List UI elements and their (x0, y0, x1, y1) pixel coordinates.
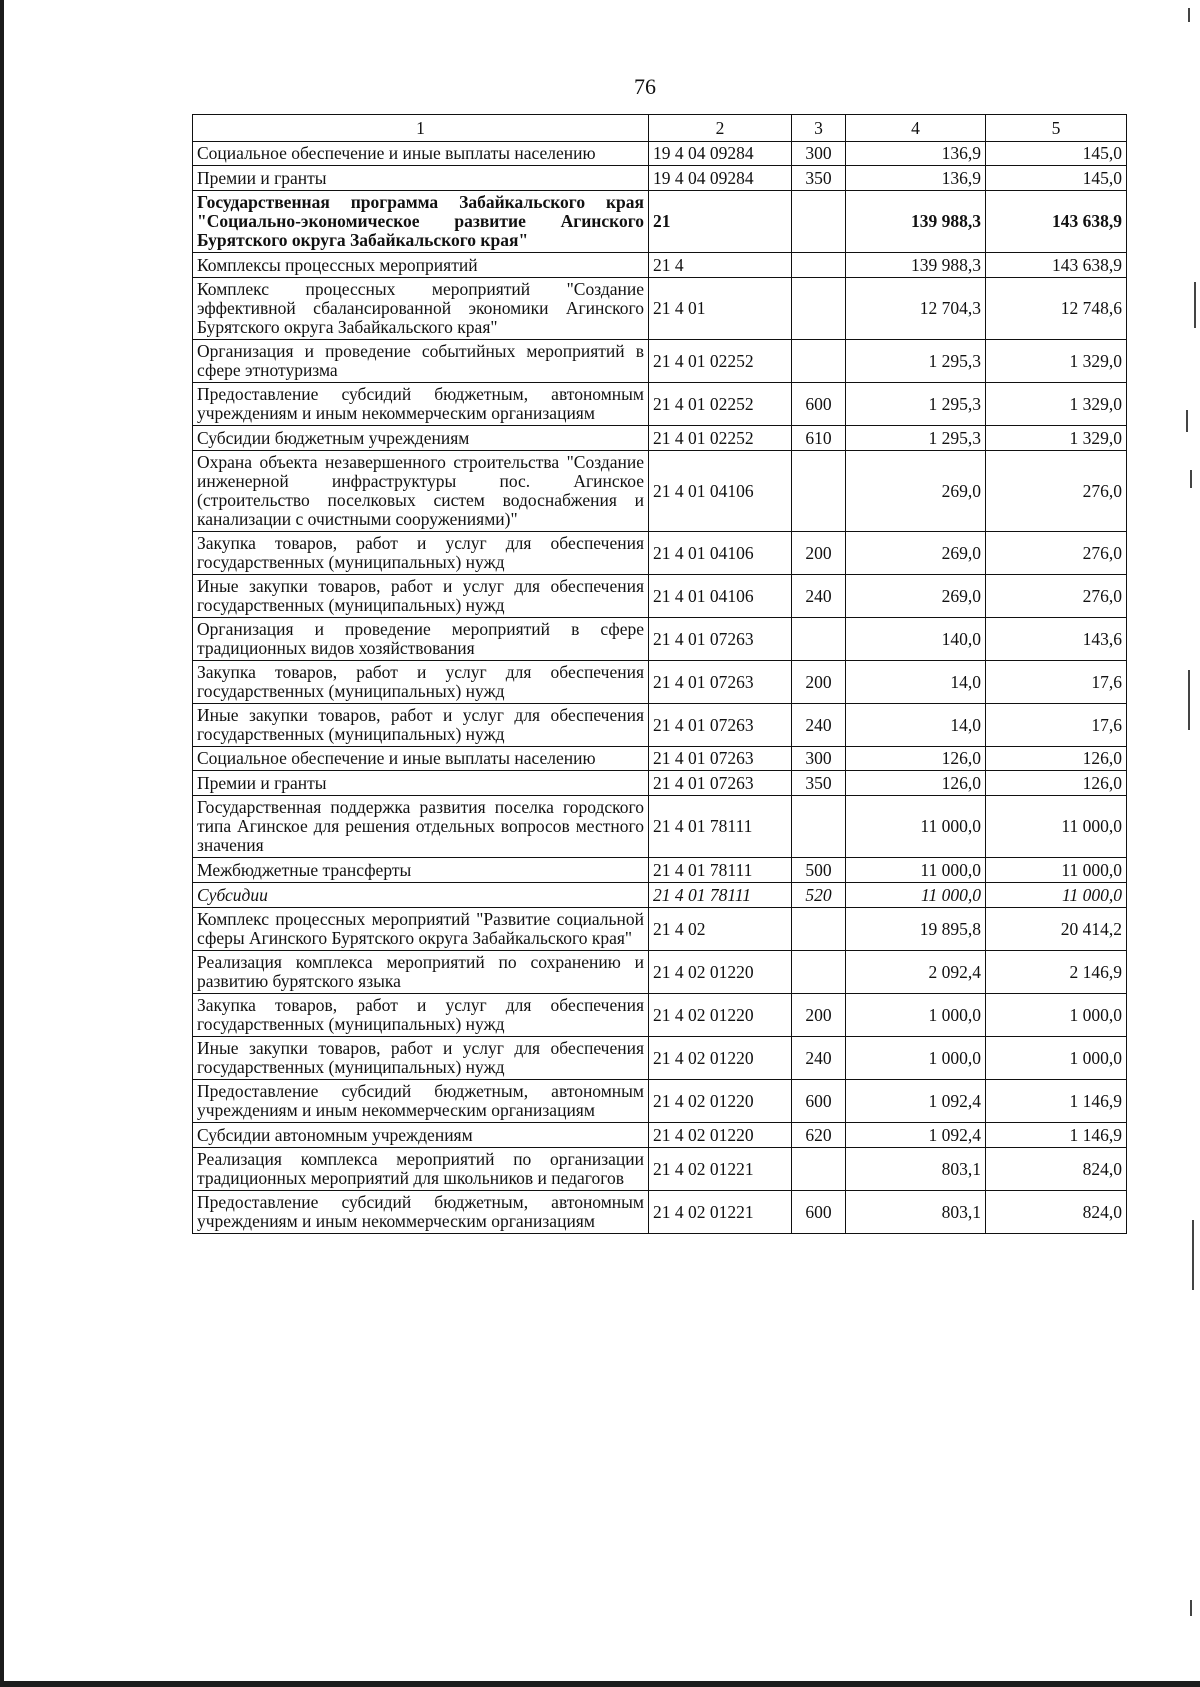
row-expense-type: 200 (792, 532, 846, 575)
row-code: 21 4 02 (649, 908, 792, 951)
table-row (193, 426, 1127, 451)
row-amount-col5: 1 329,0 (986, 426, 1127, 451)
row-amount-col5: 11 000,0 (986, 796, 1127, 858)
row-amount-col4: 269,0 (846, 451, 986, 532)
row-amount-col4: 14,0 (846, 661, 986, 704)
row-amount-col4: 139 988,3 (846, 191, 986, 253)
row-amount-col5: 143 638,9 (986, 191, 1127, 253)
row-name: Социальное обеспечение и иные выплаты населению (193, 747, 649, 771)
scan-speck (1192, 1220, 1194, 1290)
row-expense-type (792, 951, 846, 994)
row-expense-type (792, 618, 846, 661)
scan-speck (1194, 282, 1196, 328)
row-expense-type (792, 340, 846, 383)
scan-speck (1188, 670, 1190, 730)
row-code: 21 4 01 04106 (649, 451, 792, 532)
row-name: Субсидии (193, 883, 649, 908)
row-amount-col4: 1 092,4 (846, 1080, 986, 1123)
row-name: Субсидии автономным учреждениям (193, 1123, 649, 1148)
row-name: Межбюджетные трансферты (193, 858, 649, 883)
row-expense-type (792, 278, 846, 340)
row-name: Охрана объекта незавершенного строительства "Создание инженерной инфраструктуры пос. Агинское (строительство поселковых систем водоснабжения и канализации с очистными сооружениями)" (193, 451, 649, 532)
row-code: 21 4 02 01220 (649, 951, 792, 994)
row-name: Субсидии бюджетным учреждениям (193, 426, 649, 451)
row-amount-col5: 1 000,0 (986, 994, 1127, 1037)
row-amount-col4: 269,0 (846, 532, 986, 575)
row-expense-type: 600 (792, 1191, 846, 1234)
table-row (193, 908, 1127, 951)
row-expense-type: 600 (792, 1080, 846, 1123)
table-row (193, 618, 1127, 661)
row-name: Организация и проведение мероприятий в сфере традиционных видов хозяйствования (193, 618, 649, 661)
row-expense-type (792, 253, 846, 278)
table-row (193, 451, 1127, 532)
row-name: Комплекс процессных мероприятий "Развитие социальной сферы Агинского Бурятского округа Забайкальского края" (193, 908, 649, 951)
row-code: 21 4 01 02252 (649, 426, 792, 451)
row-amount-col4: 1 295,3 (846, 383, 986, 426)
table-row (193, 858, 1127, 883)
row-expense-type: 200 (792, 994, 846, 1037)
row-amount-col4: 139 988,3 (846, 253, 986, 278)
table-row (193, 166, 1127, 191)
row-amount-col4: 136,9 (846, 166, 986, 191)
row-amount-col5: 1 329,0 (986, 340, 1127, 383)
row-code: 21 4 01 07263 (649, 704, 792, 747)
row-name: Государственная поддержка развития поселка городского типа Агинское для решения отдельных вопросов местного значения (193, 796, 649, 858)
row-amount-col4: 11 000,0 (846, 796, 986, 858)
row-amount-col4: 140,0 (846, 618, 986, 661)
row-code: 21 4 02 01220 (649, 1037, 792, 1080)
row-expense-type: 350 (792, 166, 846, 191)
scan-speck (1186, 410, 1188, 432)
row-expense-type: 600 (792, 383, 846, 426)
row-code: 21 4 (649, 253, 792, 278)
table-row (193, 747, 1127, 771)
row-code: 21 4 02 01221 (649, 1148, 792, 1191)
row-expense-type (792, 451, 846, 532)
row-amount-col5: 1 329,0 (986, 383, 1127, 426)
table-row (193, 796, 1127, 858)
row-amount-col5: 12 748,6 (986, 278, 1127, 340)
row-amount-col5: 143,6 (986, 618, 1127, 661)
row-amount-col5: 1 146,9 (986, 1080, 1127, 1123)
scan-speck (1188, 8, 1190, 22)
scan-edge-bottom (0, 1681, 1200, 1687)
table-row (193, 951, 1127, 994)
table-row (193, 1191, 1127, 1234)
table-row (193, 1148, 1127, 1191)
row-name: Иные закупки товаров, работ и услуг для обеспечения государственных (муниципальных) нужд (193, 575, 649, 618)
row-expense-type: 240 (792, 704, 846, 747)
row-code: 21 4 01 02252 (649, 383, 792, 426)
row-name: Иные закупки товаров, работ и услуг для обеспечения государственных (муниципальных) нужд (193, 704, 649, 747)
row-amount-col4: 1 000,0 (846, 994, 986, 1037)
page-number: 76 (634, 74, 656, 99)
column-header: 3 (792, 115, 846, 142)
row-amount-col4: 1 295,3 (846, 340, 986, 383)
table-row (193, 1037, 1127, 1080)
row-code: 21 4 01 78111 (649, 858, 792, 883)
row-code: 21 4 01 02252 (649, 340, 792, 383)
row-code: 21 4 01 78111 (649, 883, 792, 908)
scan-edge-left (0, 0, 4, 1687)
row-expense-type: 500 (792, 858, 846, 883)
row-amount-col4: 2 092,4 (846, 951, 986, 994)
row-code: 21 4 02 01220 (649, 1080, 792, 1123)
table-row (193, 1123, 1127, 1148)
row-expense-type: 240 (792, 575, 846, 618)
row-amount-col4: 1 295,3 (846, 426, 986, 451)
row-expense-type: 350 (792, 771, 846, 796)
row-expense-type: 200 (792, 661, 846, 704)
row-amount-col4: 19 895,8 (846, 908, 986, 951)
header-row (193, 115, 1127, 142)
row-amount-col5: 145,0 (986, 166, 1127, 191)
table-row (193, 142, 1127, 166)
scan-speck (1190, 470, 1192, 488)
row-code: 21 (649, 191, 792, 253)
budget-table (192, 114, 1127, 1234)
row-name: Закупка товаров, работ и услуг для обеспечения государственных (муниципальных) нужд (193, 532, 649, 575)
table-row (193, 661, 1127, 704)
row-expense-type (792, 908, 846, 951)
row-amount-col4: 136,9 (846, 142, 986, 166)
row-amount-col5: 17,6 (986, 661, 1127, 704)
row-name: Закупка товаров, работ и услуг для обеспечения государственных (муниципальных) нужд (193, 661, 649, 704)
row-code: 21 4 01 04106 (649, 575, 792, 618)
row-code: 21 4 01 (649, 278, 792, 340)
table-row (193, 383, 1127, 426)
row-amount-col5: 824,0 (986, 1148, 1127, 1191)
row-name: Реализация комплекса мероприятий по организации традиционных мероприятий для школьников и педагогов (193, 1148, 649, 1191)
table-row (193, 340, 1127, 383)
row-amount-col5: 17,6 (986, 704, 1127, 747)
table-row (193, 994, 1127, 1037)
column-header: 2 (649, 115, 792, 142)
row-code: 21 4 01 78111 (649, 796, 792, 858)
row-amount-col5: 11 000,0 (986, 858, 1127, 883)
row-amount-col5: 143 638,9 (986, 253, 1127, 278)
column-header: 5 (986, 115, 1127, 142)
row-expense-type: 240 (792, 1037, 846, 1080)
row-expense-type: 620 (792, 1123, 846, 1148)
row-code: 21 4 01 07263 (649, 618, 792, 661)
row-amount-col4: 1 092,4 (846, 1123, 986, 1148)
row-name: Предоставление субсидий бюджетным, автономным учреждениям и иным некоммерческим организациям (193, 1191, 649, 1234)
row-amount-col4: 11 000,0 (846, 858, 986, 883)
row-name: Организация и проведение событийных мероприятий в сфере этнотуризма (193, 340, 649, 383)
table-row (193, 191, 1127, 253)
table-row (193, 575, 1127, 618)
row-expense-type: 610 (792, 426, 846, 451)
row-name: Предоставление субсидий бюджетным, автономным учреждениям и иным некоммерческим организациям (193, 383, 649, 426)
row-name: Премии и гранты (193, 771, 649, 796)
row-amount-col4: 11 000,0 (846, 883, 986, 908)
row-code: 21 4 02 01220 (649, 994, 792, 1037)
row-amount-col5: 126,0 (986, 771, 1127, 796)
row-amount-col5: 824,0 (986, 1191, 1127, 1234)
row-amount-col4: 14,0 (846, 704, 986, 747)
row-amount-col5: 126,0 (986, 747, 1127, 771)
row-code: 19 4 04 09284 (649, 142, 792, 166)
row-name: Реализация комплекса мероприятий по сохранению и развитию бурятского языка (193, 951, 649, 994)
row-amount-col5: 20 414,2 (986, 908, 1127, 951)
row-expense-type: 300 (792, 747, 846, 771)
row-code: 21 4 02 01220 (649, 1123, 792, 1148)
table-row (193, 253, 1127, 278)
row-code: 19 4 04 09284 (649, 166, 792, 191)
table-row (193, 278, 1127, 340)
row-amount-col5: 276,0 (986, 532, 1127, 575)
row-amount-col5: 145,0 (986, 142, 1127, 166)
row-name: Премии и гранты (193, 166, 649, 191)
row-amount-col5: 1 000,0 (986, 1037, 1127, 1080)
row-code: 21 4 01 07263 (649, 661, 792, 704)
row-code: 21 4 01 07263 (649, 771, 792, 796)
row-expense-type (792, 796, 846, 858)
row-amount-col5: 1 146,9 (986, 1123, 1127, 1148)
table-row (193, 883, 1127, 908)
row-code: 21 4 01 04106 (649, 532, 792, 575)
row-expense-type (792, 191, 846, 253)
row-name: Государственная программа Забайкальского края "Социально-экономическое развитие Агинского Бурятского округа Забайкальского края" (193, 191, 649, 253)
table-row (193, 1080, 1127, 1123)
row-code: 21 4 01 07263 (649, 747, 792, 771)
column-header: 1 (193, 115, 649, 142)
row-name: Комплексы процессных мероприятий (193, 253, 649, 278)
row-amount-col4: 269,0 (846, 575, 986, 618)
row-expense-type (792, 1148, 846, 1191)
row-code: 21 4 02 01221 (649, 1191, 792, 1234)
table-row (193, 532, 1127, 575)
row-amount-col4: 126,0 (846, 771, 986, 796)
table-row (193, 704, 1127, 747)
row-expense-type: 300 (792, 142, 846, 166)
table-body (193, 142, 1127, 1234)
row-name: Предоставление субсидий бюджетным, автономным учреждениям и иным некоммерческим организациям (193, 1080, 649, 1123)
table-row (193, 771, 1127, 796)
row-amount-col4: 803,1 (846, 1191, 986, 1234)
row-amount-col5: 276,0 (986, 575, 1127, 618)
row-name: Социальное обеспечение и иные выплаты населению (193, 142, 649, 166)
row-name: Иные закупки товаров, работ и услуг для обеспечения государственных (муниципальных) нужд (193, 1037, 649, 1080)
row-expense-type: 520 (792, 883, 846, 908)
row-amount-col4: 12 704,3 (846, 278, 986, 340)
row-amount-col4: 803,1 (846, 1148, 986, 1191)
row-amount-col5: 276,0 (986, 451, 1127, 532)
row-amount-col4: 1 000,0 (846, 1037, 986, 1080)
row-amount-col4: 126,0 (846, 747, 986, 771)
scan-speck (1190, 1600, 1192, 1616)
row-name: Закупка товаров, работ и услуг для обеспечения государственных (муниципальных) нужд (193, 994, 649, 1037)
row-name: Комплекс процессных мероприятий "Создание эффективной сбалансированной экономики Агинского Бурятского округа Забайкальского края" (193, 278, 649, 340)
row-amount-col5: 2 146,9 (986, 951, 1127, 994)
column-header: 4 (846, 115, 986, 142)
row-amount-col5: 11 000,0 (986, 883, 1127, 908)
